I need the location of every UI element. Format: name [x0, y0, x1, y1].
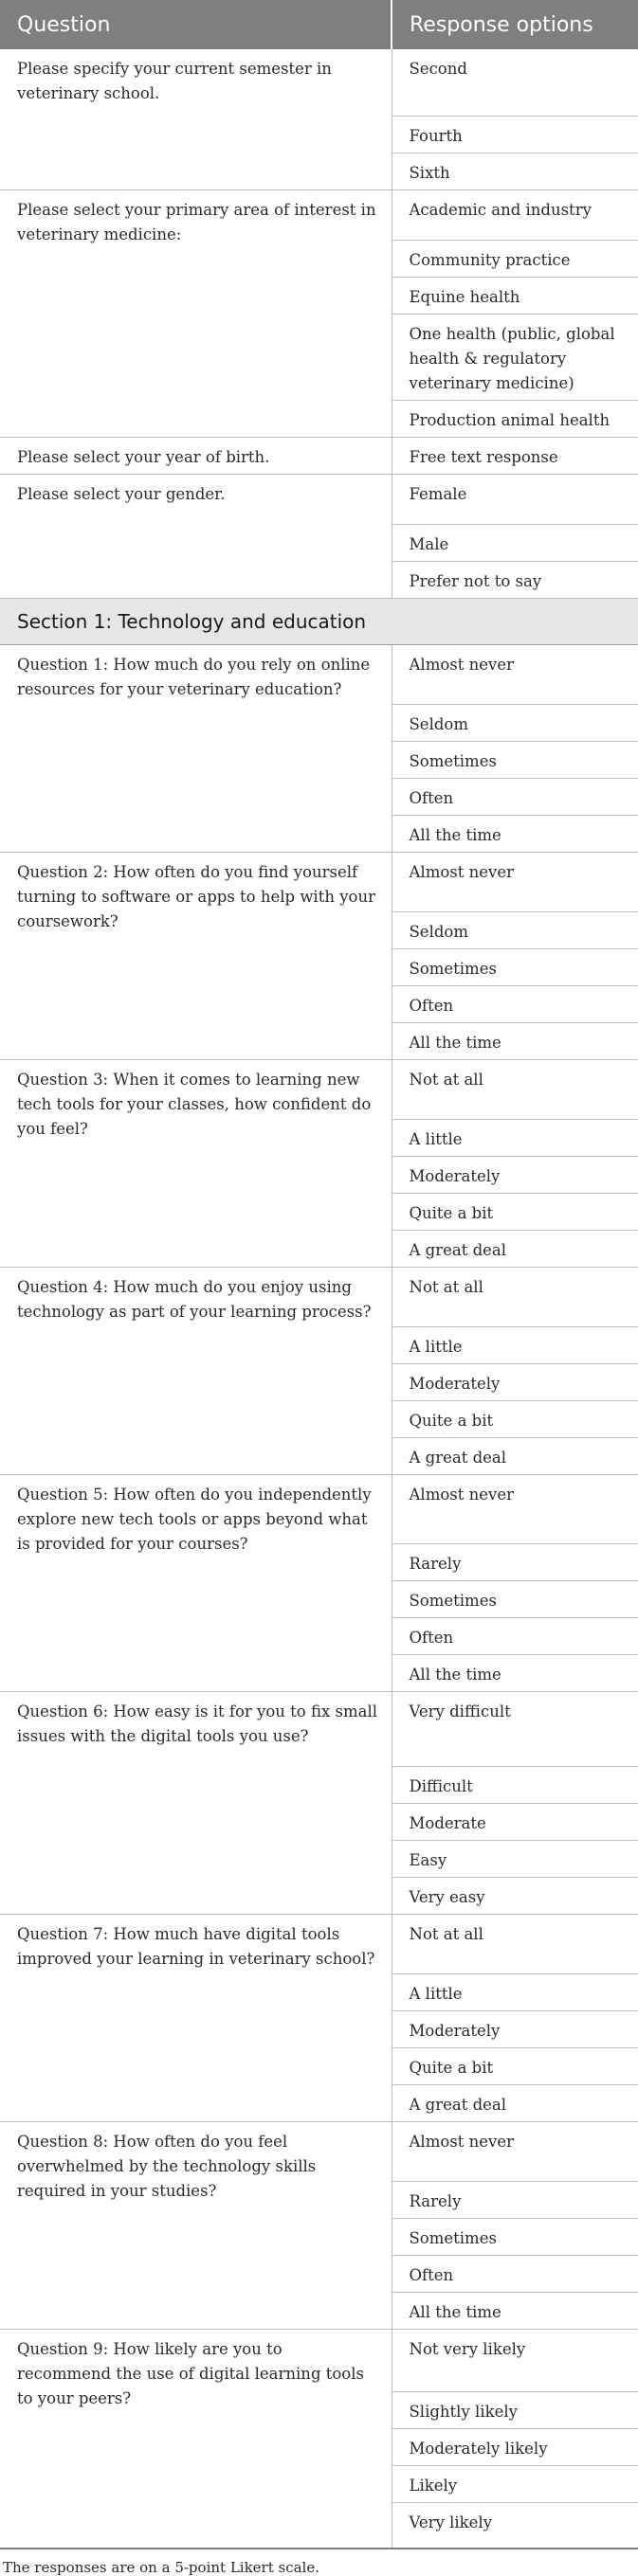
question-cell: Question 8: How often do you feel overwhelmed by the technology skills required in your studies? — [0, 2122, 392, 2330]
response-option-cell: Community practice — [392, 241, 638, 278]
response-option-cell: Second — [392, 49, 638, 117]
response-option-cell: Male — [392, 525, 638, 562]
response-option-cell: Very likely — [392, 2503, 638, 2549]
response-option-cell: Easy — [392, 1841, 638, 1878]
response-option-cell: Often — [392, 2256, 638, 2293]
table-row — [0, 438, 638, 475]
table-row — [0, 190, 638, 241]
table-footnote: The responses are on a 5-point Likert scale. — [3, 2559, 319, 2576]
response-option-cell: Sometimes — [392, 2219, 638, 2256]
response-option-cell: Often — [392, 1618, 638, 1655]
table-row — [0, 1915, 638, 1974]
question-column-header: Question — [0, 0, 392, 49]
response-option-cell: Quite a bit — [392, 2048, 638, 2085]
response-option-cell: All the time — [392, 1023, 638, 1060]
response-option-cell: A little — [392, 1327, 638, 1364]
question-cell: Question 6: How easy is it for you to fix small issues with the digital tools you use? — [0, 1692, 392, 1915]
response-option-cell: Quite a bit — [392, 1401, 638, 1438]
section-header-row — [0, 599, 638, 645]
response-option-cell: Rarely — [392, 2182, 638, 2219]
response-option-cell: Fourth — [392, 117, 638, 153]
question-cell: Please select your year of birth. — [0, 438, 392, 475]
response-option-cell: Sometimes — [392, 742, 638, 779]
response-option-cell: Sometimes — [392, 1581, 638, 1618]
table-row — [0, 1268, 638, 1327]
response-option-cell: Slightly likely — [392, 2392, 638, 2429]
response-option-cell: Almost never — [392, 853, 638, 912]
response-option-cell: All the time — [392, 816, 638, 853]
table-row — [0, 1692, 638, 1767]
question-cell: Question 4: How much do you enjoy using technology as part of your learning process? — [0, 1268, 392, 1475]
table-header-row — [0, 0, 638, 49]
response-option-cell: One health (public, global health & regulatory veterinary medicine) — [392, 315, 638, 401]
question-cell: Question 1: How much do you rely on online resources for your veterinary education? — [0, 645, 392, 853]
response-option-cell: A little — [392, 1120, 638, 1157]
response-option-cell: Rarely — [392, 1544, 638, 1581]
response-option-cell: Very difficult — [392, 1692, 638, 1767]
response-option-cell: Moderately — [392, 1364, 638, 1401]
response-option-cell: Academic and industry — [392, 190, 638, 241]
table-row — [0, 1060, 638, 1120]
response-option-cell: Not at all — [392, 1268, 638, 1327]
response-option-cell: Often — [392, 779, 638, 816]
response-option-cell: Very easy — [392, 1878, 638, 1915]
response-option-cell: Free text response — [392, 438, 638, 475]
response-column-header: Response options — [392, 0, 638, 49]
response-option-cell: Not very likely — [392, 2330, 638, 2392]
response-option-cell: A great deal — [392, 2085, 638, 2122]
response-option-cell: Moderate — [392, 1804, 638, 1841]
table-row — [0, 1475, 638, 1544]
response-option-cell: Almost never — [392, 1475, 638, 1544]
response-option-cell: Likely — [392, 2466, 638, 2503]
intro-section — [0, 49, 638, 599]
question-cell: Please select your gender. — [0, 475, 392, 599]
question-cell: Please select your primary area of interest in veterinary medicine: — [0, 190, 392, 438]
question-cell: Please specify your current semester in veterinary school. — [0, 49, 392, 190]
table-row — [0, 49, 638, 117]
question-cell: Question 3: When it comes to learning new tech tools for your classes, how confident do you feel? — [0, 1060, 392, 1268]
question-cell: Question 9: How likely are you to recommend the use of digital learning tools to your peers? — [0, 2330, 392, 2549]
response-option-cell: Prefer not to say — [392, 562, 638, 599]
question-cell: Question 7: How much have digital tools improved your learning in veterinary school? — [0, 1915, 392, 2122]
technology-section — [0, 645, 638, 2549]
response-option-cell: Almost never — [392, 645, 638, 705]
table-row — [0, 2122, 638, 2182]
question-cell: Question 5: How often do you independently explore new tech tools or apps beyond what is provided for your courses? — [0, 1475, 392, 1692]
response-option-cell: Often — [392, 986, 638, 1023]
response-option-cell: Almost never — [392, 2122, 638, 2182]
table-row — [0, 2330, 638, 2392]
response-option-cell: Not at all — [392, 1915, 638, 1974]
response-option-cell: Moderately — [392, 2011, 638, 2048]
table-row — [0, 853, 638, 912]
response-option-cell: All the time — [392, 2293, 638, 2330]
response-option-cell: Quite a bit — [392, 1194, 638, 1231]
response-option-cell: All the time — [392, 1655, 638, 1692]
response-option-cell: Sixth — [392, 153, 638, 190]
response-option-cell: Production animal health — [392, 401, 638, 438]
response-option-cell: Sometimes — [392, 949, 638, 986]
response-option-cell: Difficult — [392, 1767, 638, 1804]
section-title: Section 1: Technology and education — [0, 599, 638, 645]
response-option-cell: Female — [392, 475, 638, 525]
response-option-cell: A great deal — [392, 1438, 638, 1475]
response-option-cell: Seldom — [392, 912, 638, 949]
response-option-cell: Moderately — [392, 1157, 638, 1194]
table-row — [0, 475, 638, 525]
response-option-cell: A great deal — [392, 1231, 638, 1268]
response-option-cell: Not at all — [392, 1060, 638, 1120]
response-option-cell: A little — [392, 1974, 638, 2011]
response-option-cell: Moderately likely — [392, 2429, 638, 2466]
question-cell: Question 2: How often do you find yourself turning to software or apps to help with your coursework? — [0, 853, 392, 1060]
response-option-cell: Seldom — [392, 705, 638, 742]
table-row — [0, 645, 638, 705]
response-option-cell: Equine health — [392, 278, 638, 315]
